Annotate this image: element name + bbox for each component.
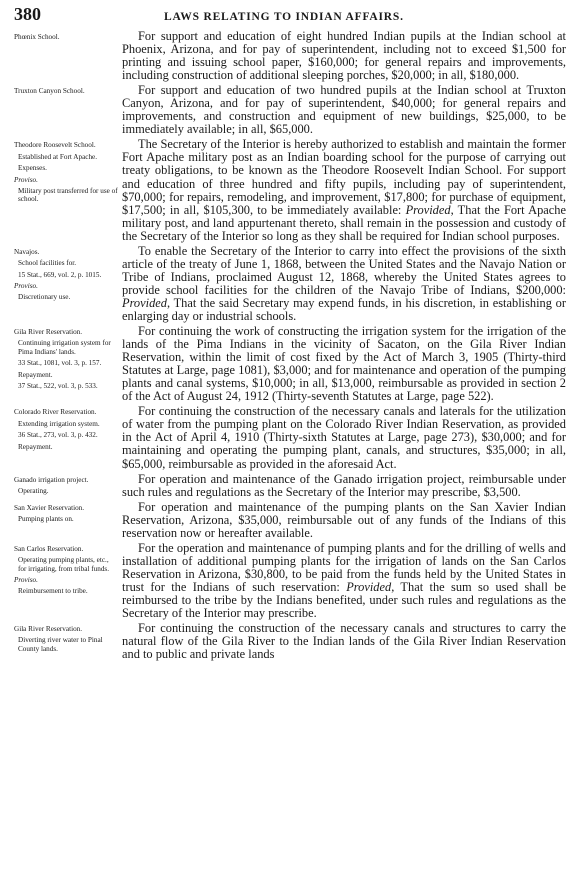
section-entry: [14, 542, 566, 620]
section-entry: [14, 405, 566, 470]
margin-note: Established at Fort Apache.: [18, 152, 98, 161]
margin-notes: [14, 84, 122, 136]
margin-notes: [14, 30, 122, 82]
section-text: For continuing the work of constructing the irrigation system for the irrigation of the lands of the Pima Indians in the vicinity of Sacaton, on the Gila River Indian Reservation, within the limit of cost fixed by the Act of March 3, 1905 (Thirty-third Statutes at Large, page 1081), $3,000; and for maintenance and operation of the pumping plants and canal systems, $10,000; in all, $13,000, reimbursable as provided in section 2 of the Act of August 24, 1912 (Thirty-seventh Statutes at Large, page 522).: [122, 324, 566, 404]
margin-notes: [14, 622, 122, 661]
section-entry: [14, 245, 566, 323]
page-header: [14, 4, 566, 30]
section-text: For support and education of two hundred pupils at the Indian school at Truxton Canyon, Arizona, and for pay of superintendent, $40,000; for general repairs and improvements, and construction and equipment of new buildings, $25,000, to be immediately available; in all, $65,000.: [122, 83, 566, 137]
margin-notes: [14, 542, 122, 620]
margin-note: Proviso.: [14, 576, 38, 584]
margin-note: School facilities for.: [18, 259, 77, 268]
page-number: 380: [14, 4, 41, 24]
margin-note: 33 Stat., 1081, vol. 3, p. 157.: [18, 359, 102, 368]
margin-note: 36 Stat., 273, vol. 3, p. 432.: [18, 431, 98, 440]
margin-note: San Carlos Reservation.: [14, 544, 84, 553]
section-text: For support and education of eight hundred Indian pupils at the Indian school at Phoenix, Arizona, and for pay of superintendent, including not to exceed $1,500 for printing and issuing school paper, $160,000; for general repairs and improvements, including construction of additional sleeping porches, $20,000; in all, $180,000.: [122, 29, 566, 83]
margin-note: Discretionary use.: [18, 293, 71, 302]
margin-note: Proviso.: [14, 175, 38, 184]
section-text: To enable the Secretary of the Interior to carry into effect the provisions of the sixth article of the treaty of June 1, 1868, between the United States and the Navajo Nation or Tribe of Indians, proclaimed August 12, 1868, whereby the United States agrees to provide school facilities for the children of the Navajo Tribe of Indians, $200,000: Provided, That the said Secretary may expend funds, in his discretion, in establishing or enlarging day or industrial schools.: [122, 243, 566, 323]
margin-note: Military post transferred for use of school.: [18, 187, 118, 204]
margin-note: Truxton Canyon School.: [14, 87, 85, 96]
margin-note: Phœnix School.: [14, 33, 60, 41]
section-entry: [14, 325, 566, 403]
margin-note: Gila River Reservation.: [14, 625, 83, 634]
section-entry: [14, 30, 566, 82]
section-text: The Secretary of the Interior is hereby authorized to establish and maintain the former Fort Apache military post as an Indian boarding school for the purpose of carrying out treaty obligations, to be known as the Theodore Roosevelt Indian School. For support and education of three hundred and fifty pupils, including pay of superintendent, $70,000; for repairs, remodeling, and improvement, $17,800; for purchase of equipment, $17,500; in all, $105,300, to be immediately available: Provided, That the Fort Apache military post, and land appurtenant thereto, shall remain in the possession and custody of the Secretary of the Interior so long as they shall be required for Indian school purposes.: [122, 137, 566, 243]
margin-note: Extending irrigation system.: [18, 419, 100, 428]
margin-note: Gila River Reservation.: [14, 328, 83, 337]
margin-notes: [14, 138, 122, 242]
margin-note: Navajos.: [14, 247, 40, 256]
proviso-word: Provided: [122, 295, 167, 310]
margin-note: 15 Stat., 669, vol. 2, p. 1015.: [18, 270, 102, 279]
margin-note: Colorado River Reservation.: [14, 408, 97, 417]
section-entry: [14, 138, 566, 242]
section-text: For operation and maintenance of the pumping plants on the San Xavier Indian Reservation, Arizona, $35,000, reimbursable out of any funds of the Indians of this reservation now or hereafter available.: [122, 499, 566, 540]
margin-note: Repayment.: [18, 370, 53, 379]
section-entry: [14, 84, 566, 136]
section-entry: [14, 622, 566, 661]
section-entry: [14, 473, 566, 499]
margin-notes: [14, 325, 122, 403]
margin-note: San Xavier Reservation.: [14, 503, 85, 512]
margin-note: Theodore Roosevelt School.: [14, 141, 96, 150]
margin-note: 37 Stat., 522, vol. 3, p. 533.: [18, 382, 98, 391]
margin-note: Pumping plants on.: [18, 515, 74, 524]
margin-note: Operating pumping plants, etc., for irrigating, from tribal funds.: [18, 556, 110, 573]
margin-note: Repayment.: [18, 442, 53, 451]
section-text: For continuing the construction of the necessary canals and laterals for the utilization of water from the pumping plant on the Colorado River Indian Reservation, as provided in the Act of April 4, 1910 (Thirty-sixth Statutes at Large, page 273), $30,000; and for maintaining and operating the pumping plant, canals, and structures, $35,000; in all, $65,000, reimbursable as provided in the aforesaid Act.: [122, 404, 566, 471]
margin-note: Expenses.: [18, 164, 47, 173]
margin-note: Proviso.: [14, 281, 38, 290]
running-head: LAWS RELATING TO INDIAN AFFAIRS.: [164, 11, 404, 23]
section-text: For the operation and maintenance of pumping plants and for the drilling of wells and installation of additional pumping plants for the irrigation of lands on the San Carlos Reservation in Arizona, $30,800, to be paid from the funds held by the United States in trust for the Indians of such reservation: Provided, That the sum so used shall be reimbursed to the tribe by the Indians benefited, under such rules and regulations as the Secretary of the Interior may prescribe.: [122, 540, 566, 621]
section-text: For operation and maintenance of the Ganado irrigation project, reimbursable under such rules and regulations as the Secretary of the Interior may prescribe, $3,500.: [122, 471, 566, 499]
margin-notes: [14, 405, 122, 470]
section-entry: [14, 501, 566, 540]
proviso-word: Provided: [346, 579, 392, 594]
margin-note: Ganado irrigation project.: [14, 475, 89, 484]
margin-note: Continuing irrigation system for Pima Indians' lands.: [18, 339, 111, 356]
margin-note: Diverting river water to Pinal County lands.: [18, 636, 103, 653]
document-body: [14, 30, 566, 661]
margin-notes: [14, 473, 122, 499]
margin-note: Operating.: [18, 486, 49, 495]
proviso-word: Provided: [405, 202, 451, 217]
section-text: For continuing the construction of the necessary canals and structures to carry the natural flow of the Gila River to the Indian lands of the Gila River Indian Reservation and to public and private lands: [122, 621, 566, 662]
margin-note: Reimbursement to tribe.: [18, 587, 88, 596]
margin-notes: [14, 245, 122, 323]
margin-notes: [14, 501, 122, 540]
